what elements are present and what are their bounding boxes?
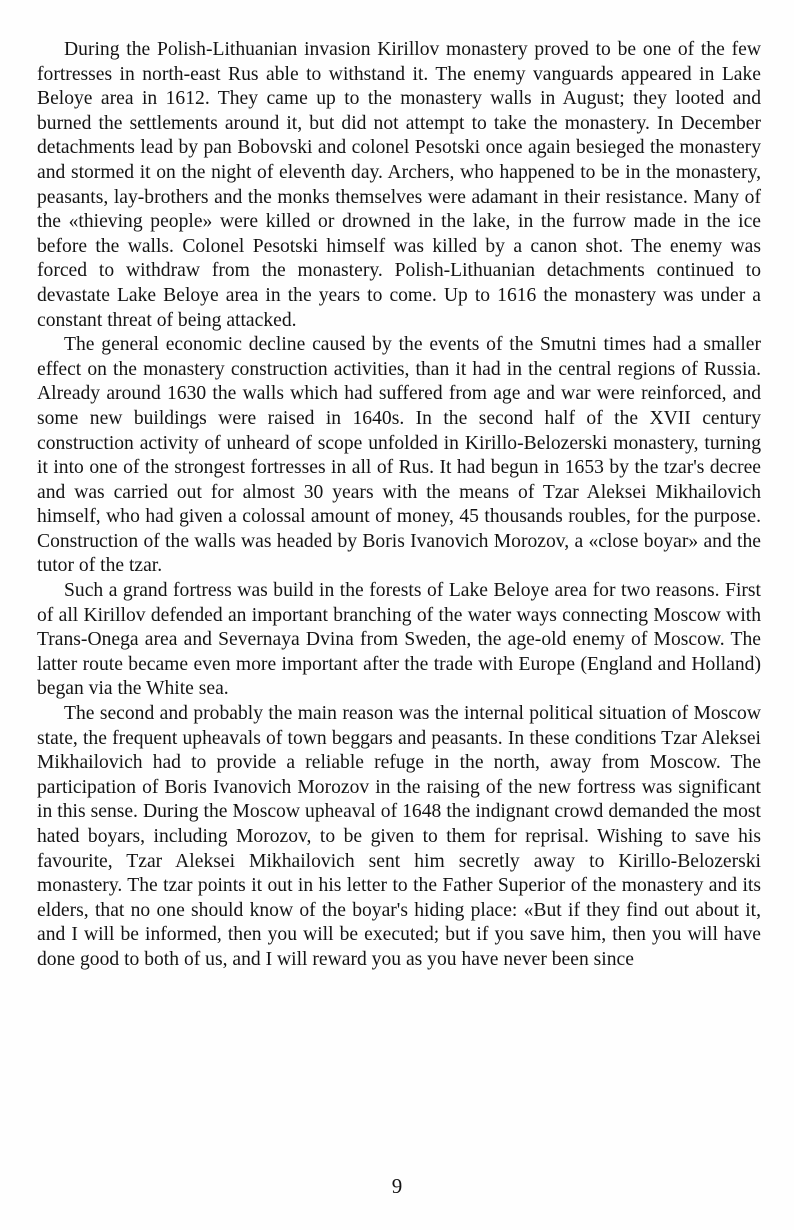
paragraph-4: The second and probably the main reason was the internal political situation of Moscow state, the frequent upheavals of town beggars and peasants. In these conditions Tzar Aleksei Mikhailovich had to provide a reliable refuge in the north, away from Moscow. The participation of Boris Ivanovich Morozov in the raising of the new fortress was significant in this sense. During the Moscow upheaval of 1648 the indignant crowd demanded the most hated boyars, including Morozov, to be given to them for reprisal. Wishing to save his favourite, Tzar Aleksei Mikhailovich sent him secretly away to Kirillo-Belozerski monastery. The tzar points it out in his letter to the Father Superior of the monastery and its elders, that no one should know of the boyar's hiding place: «But if they find out about it, and I will be informed, then you will be executed; but if you save him, then you will have done good to both of us, and I will reward you as you have never been since	[37, 703, 761, 970]
paragraph-3: Such a grand fortress was build in the forests of Lake Beloye area for two reasons. First of all Kirillov defended an important branching of the water ways connecting Moscow with Trans-Onega area and Severnaya Dvina from Sweden, the age-old enemy of Moscow. The latter route became even more important after the trade with Europe (England and Holland) began via the White sea.	[37, 580, 761, 700]
page-number: 9	[391, 1174, 403, 1198]
body-text	[37, 38, 761, 973]
paragraph-2: The general economic decline caused by the events of the Smutni times had a smaller effect on the monastery construction activities, than it had in the central regions of Russia. Already around 1630 the walls which had suffered from age and war were reinforced, and some new buildings were raised in 1640s. In the second half of the XVII century construction activity of unheard of scope unfolded in Kirillo-Belozerski monastery, turning it into one of the strongest fortresses in all of Rus. It had begun in 1653 by the tzar's decree and was carried out for almost 30 years with the means of Tzar Aleksei Mikhailovich himself, who had given a colossal amount of money, 45 thousands roubles, for the purpose. Construction of the walls was headed by Boris Ivanovich Morozov, a «close boyar» and the tutor of the tzar.	[37, 334, 761, 577]
paragraph-1: During the Polish-Lithuanian invasion Kirillov monastery proved to be one of the few fortresses in north-east Rus able to withstand it. The enemy vanguards appeared in Lake Beloye area in 1612. They came up to the monastery walls in August; they looted and burned the settlements around it, but did not attempt to take the monastery. In December detachments lead by pan Bobovski and colonel Pesotski once again besieged the monastery and stormed it on the night of eleventh day. Archers, who happened to be in the monastery, peasants, lay-brothers and the monks themselves were adamant in their resistance. Many of the «thieving people» were killed or drowned in the lake, in the furrow made in the ice before the walls. Colonel Pesotski himself was killed by a canon shot. The enemy was forced to withdraw from the monastery. Polish-Lithuanian detachments continued to devastate Lake Beloye area in the years to come. Up to 1616 the monastery was under a constant threat of being attacked.	[37, 39, 761, 331]
